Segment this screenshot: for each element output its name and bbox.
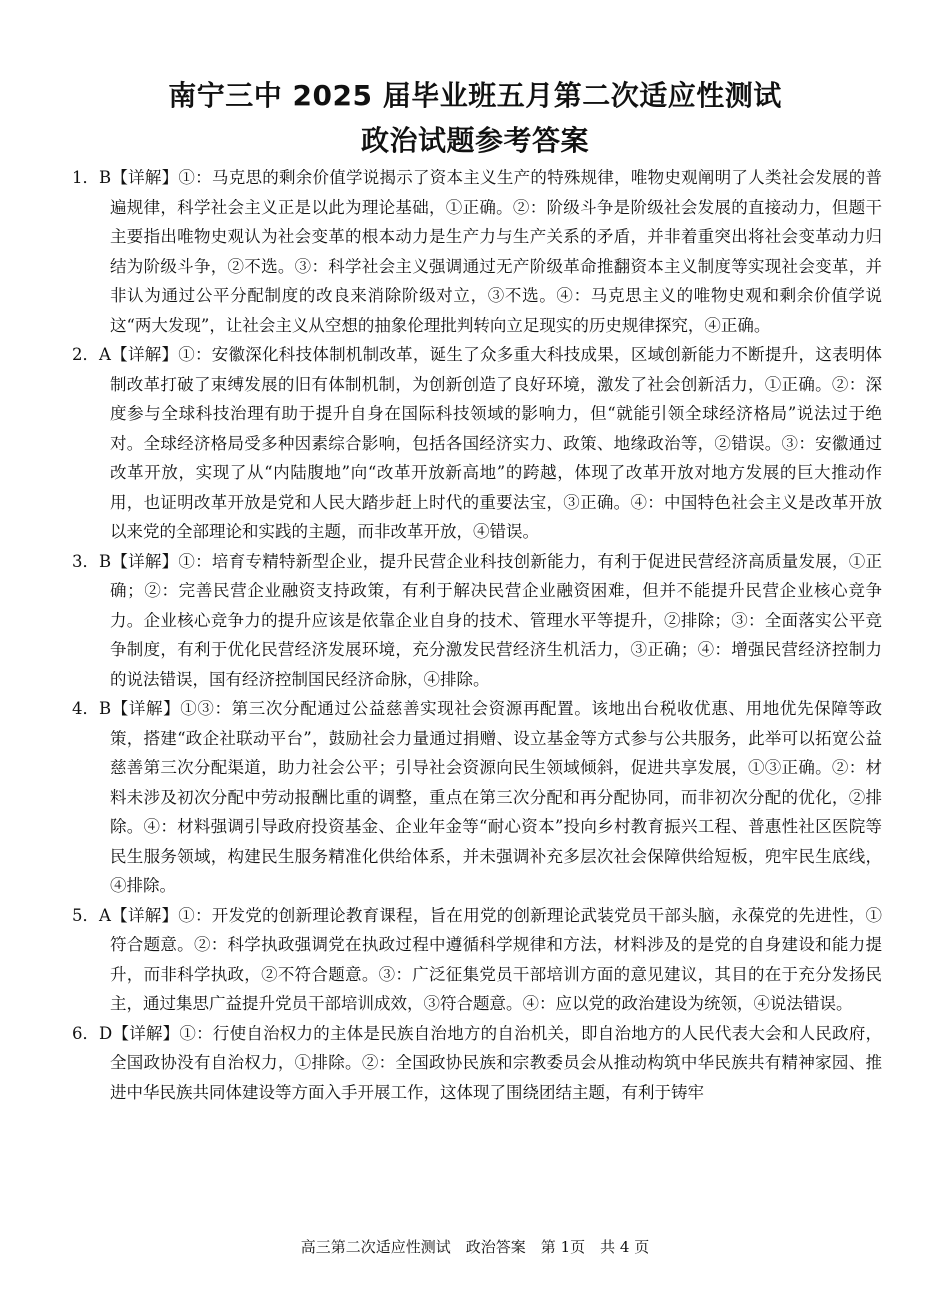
item-text: A【详解】①：安徽深化科技体制机制改革，诞生了众多重大科技成果，区域创新能力不断提升，这表明体制改革打破了束缚发展的旧有体制机制，为创新创造了良好环境，激发了社会创新活力，①正确。②：深度参与全球科技治理有助于提升自身在国际科技领域的影响力，但“就能引领全球经济格局”说法过于绝对。全球经济格局受多种因素综合影响，包括各国经济实力、政策、地缘政治等，②错误。③：安徽通过改革开放，实现了从“内陆腹地”向“改革开放新高地”的跨越，体现了改革开放对地方发展的巨大推动作用，也证明改革开放是党和人民大踏步赶上时代的重要法宝，③正确。④：中国特色社会主义是改革开放以来党的全部理论和实践的主题，而非改革开放，④错误。	[99, 345, 882, 541]
item-number: 2．	[72, 345, 99, 364]
answer-item-1	[72, 163, 882, 340]
item-text: D【详解】①：行使自治权力的主体是民族自治地方的自治机关，即自治地方的人民代表大会和人民政府，全国政协没有自治权力，①排除。②：全国政协民族和宗教委员会从推动构筑中华民族共有精神家园、推进中华民族共同体建设等方面入手开展工作，这体现了围绕团结主题，有利于铸牢	[99, 1023, 882, 1102]
answer-list	[72, 163, 882, 1107]
item-number: 3．	[72, 551, 99, 571]
item-number: 5．	[72, 905, 99, 925]
answer-item-6	[72, 1019, 882, 1108]
item-text: B【详解】①：培育专精特新型企业，提升民营企业科技创新能力，有利于促进民营经济高质量发展，①正确；②：完善民营企业融资支持政策，有利于解决民营企业融资困难，但并不能提升民营企业核心竞争力。企业核心竞争力的提升应该是依靠企业自身的技术、管理水平等提升，②排除；③：全面落实公平竞争制度，有利于优化民营经济发展环境，充分激发民营经济生机活力，③正确；④：增强民营经济控制力的说法错误，国有经济控制国民经济命脉，④排除。	[99, 551, 882, 689]
answer-item-5	[72, 901, 882, 1019]
page-title: 南宁三中 2025 届毕业班五月第二次适应性测试	[168, 79, 782, 112]
item-number: 6．	[72, 1023, 99, 1043]
item-text: B【详解】①：马克思的剩余价值学说揭示了资本主义生产的特殊规律，唯物史观阐明了人类社会发展的普遍规律，科学社会主义正是以此为理论基础，①正确。②：阶级斗争是阶级社会发展的直接动力，但题干主要指出唯物史观认为社会变革的根本动力是生产力与生产关系的矛盾，并非着重突出将社会变革动力归结为阶级斗争，②不选。③：科学社会主义强调通过无产阶级革命推翻资本主义制度等实现社会变革，并非认为通过公平分配制度的改良来消除阶级对立，③不选。④：马克思主义的唯物史观和剩余价值学说这“两大发现”，让社会主义从空想的抽象伦理批判转向立足现实的历史规律探究，④正确。	[99, 168, 882, 335]
answer-item-3	[72, 547, 882, 695]
item-number: 1．	[72, 168, 99, 187]
answer-item-4	[72, 694, 882, 901]
item-text: B【详解】①③：第三次分配通过公益慈善实现社会资源再配置。该地出台税收优惠、用地优先保障等政策，搭建“政企社联动平台”，鼓励社会力量通过捐赠、设立基金等方式参与公共服务，此举可以拓宽公益慈善第三次分配渠道，助力社会公平；引导社会资源向民生领域倾斜，促进共享发展，①③正确。②：材料未涉及初次分配中劳动报酬比重的调整，重点在第三次分配和再分配协同，而非初次分配的优化，②排除。④：材料强调引导政府投资基金、企业年金等“耐心资本”投向乡村教育振兴工程、普惠性社区医院等民生服务领域，构建民生服务精准化供给体系，并未强调补充多层次社会保障供给短板，兜牢民生底线，④排除。	[99, 699, 882, 895]
item-text: A【详解】①：开发党的创新理论教育课程，旨在用党的创新理论武装党员干部头脑，永葆党的先进性，①符合题意。②：科学执政强调党在执政过程中遵循科学规律和方法，材料涉及的是党的自身建设和能力提升，而非科学执政，②不符合题意。③：广泛征集党员干部培训方面的意见建议，其目的在于充分发扬民主，通过集思广益提升党员干部培训成效，③符合题意。④：应以党的政治建设为统领，④说法错误。	[99, 905, 882, 1013]
item-number: 4．	[72, 699, 99, 718]
page-subtitle: 政治试题参考答案	[360, 124, 589, 157]
page-footer: 高三第二次适应性测试 政治答案 第 1页 共 4 页	[300, 1238, 650, 1256]
answer-item-2	[72, 340, 882, 547]
